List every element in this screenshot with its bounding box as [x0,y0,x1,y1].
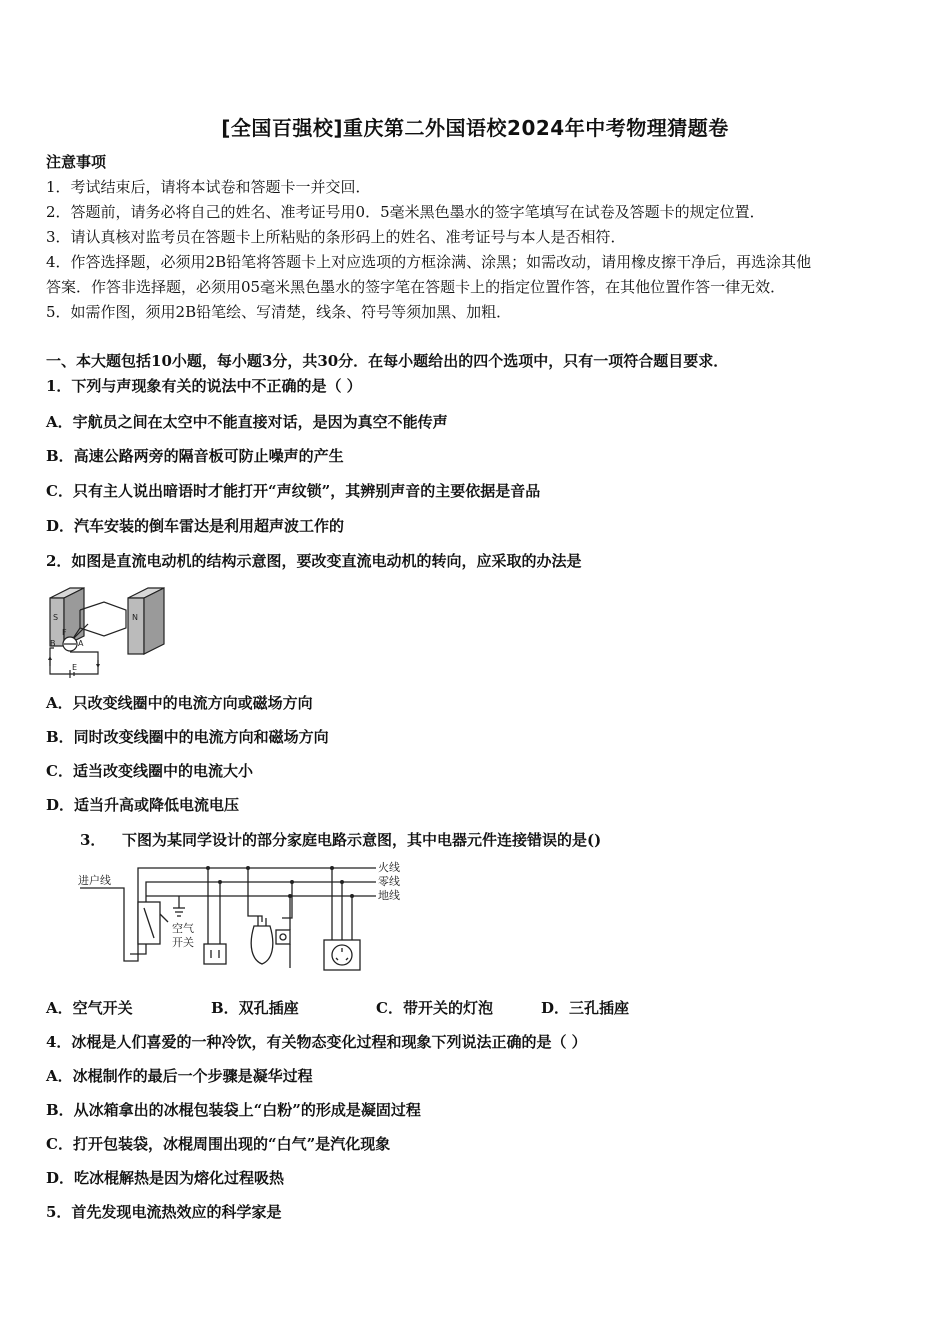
label-ground: 地线 [378,889,400,902]
option: B．高速公路两旁的隔音板可防止噪声的产生 [46,447,344,465]
notice-item: 2．答题前，请务必将自己的姓名、准考证号用0．5毫米黑色墨水的签字笔填写在试卷及答题卡的规定位置． [46,203,765,221]
notice-item: 1．考试结束后，请将本试卷和答题卡一并交回． [46,178,371,196]
label-b: B [50,639,56,648]
option: C．打开包装袋，冰棍周围出现的“白气”是汽化现象 [46,1135,391,1153]
option: C．只有主人说出暗语时才能打开“声纹锁”，其辨别声音的主要依据是音品 [46,482,541,500]
section-heading: 一、本大题包括10小题，每小题3分，共30分．在每小题给出的四个选项中，只有一项符合题目要求． [46,352,729,370]
label-entry: 进户线 [78,874,111,887]
option: A．冰棍制作的最后一个步骤是凝华过程 [46,1067,313,1085]
label-live: 火线 [378,861,400,874]
option: D．汽车安装的倒车雷达是利用超声波工作的 [46,517,345,535]
notice-heading: 注意事项 [46,153,107,171]
option: B．从冰箱拿出的冰棍包装袋上“白粉”的形成是凝固过程 [46,1101,421,1119]
circuit-diagram [72,856,412,976]
label-e: E [72,663,78,672]
label-s: S [53,613,59,622]
notice-item: 4．作答选择题，必须用2B铅笔将答题卡上对应选项的方框涂满、涂黑；如需改动，请用橡皮擦干净后，再选涂其他 [46,253,812,271]
option: C．带开关的灯泡 [376,999,493,1017]
option: A．空气开关 [46,999,133,1017]
question-stem: 2．如图是直流电动机的结构示意图，要改变直流电动机的转向，应采取的办法是 [46,552,582,570]
label-breaker: 空气 [172,922,194,935]
notice-item: 3．请认真核对监考员在答题卡上所粘贴的条形码上的姓名、准考证号与本人是否相符． [46,228,626,246]
question-number: 3． [80,831,106,849]
page-title: [全国百强校]重庆第二外国语校2024年中考物理猜题卷 [221,116,729,140]
option: D．适当升高或降低电流电压 [46,796,240,814]
label-n: N [132,613,138,622]
label-breaker-2: 开关 [172,936,194,949]
question-stem: 1．下列与声现象有关的说法中不正确的是（ ） [46,377,362,395]
option: D．三孔插座 [541,999,630,1017]
option: A．只改变线圈中的电流方向或磁场方向 [46,694,313,712]
option: B．同时改变线圈中的电流方向和磁场方向 [46,728,329,746]
question-stem: 下图为某同学设计的部分家庭电路示意图，其中电器元件连接错误的是() [122,831,602,849]
notice-item: 5．如需作图，须用2B铅笔绘、写清楚，线条、符号等须加黑、加粗． [46,303,512,321]
motor-diagram [44,580,170,680]
option: C．适当改变线圈中的电流大小 [46,762,253,780]
option: B．双孔插座 [211,999,299,1017]
question-stem: 5．首先发现电流热效应的科学家是 [46,1203,282,1221]
notice-item: 答案．作答非选择题，必须用05毫米黑色墨水的签字笔在答题卡上的指定位置作答，在其他位置作答一律无效． [46,278,786,296]
question-stem: 4．冰棍是人们喜爱的一种冷饮，有关物态变化过程和现象下列说法正确的是（ ） [46,1033,587,1051]
label-a: A [78,639,84,648]
option: D．吃冰棍解热是因为熔化过程吸热 [46,1169,285,1187]
label-neutral: 零线 [378,875,400,888]
option: A．宇航员之间在太空中不能直接对话，是因为真空不能传声 [46,413,448,431]
label-f: F [62,628,67,637]
